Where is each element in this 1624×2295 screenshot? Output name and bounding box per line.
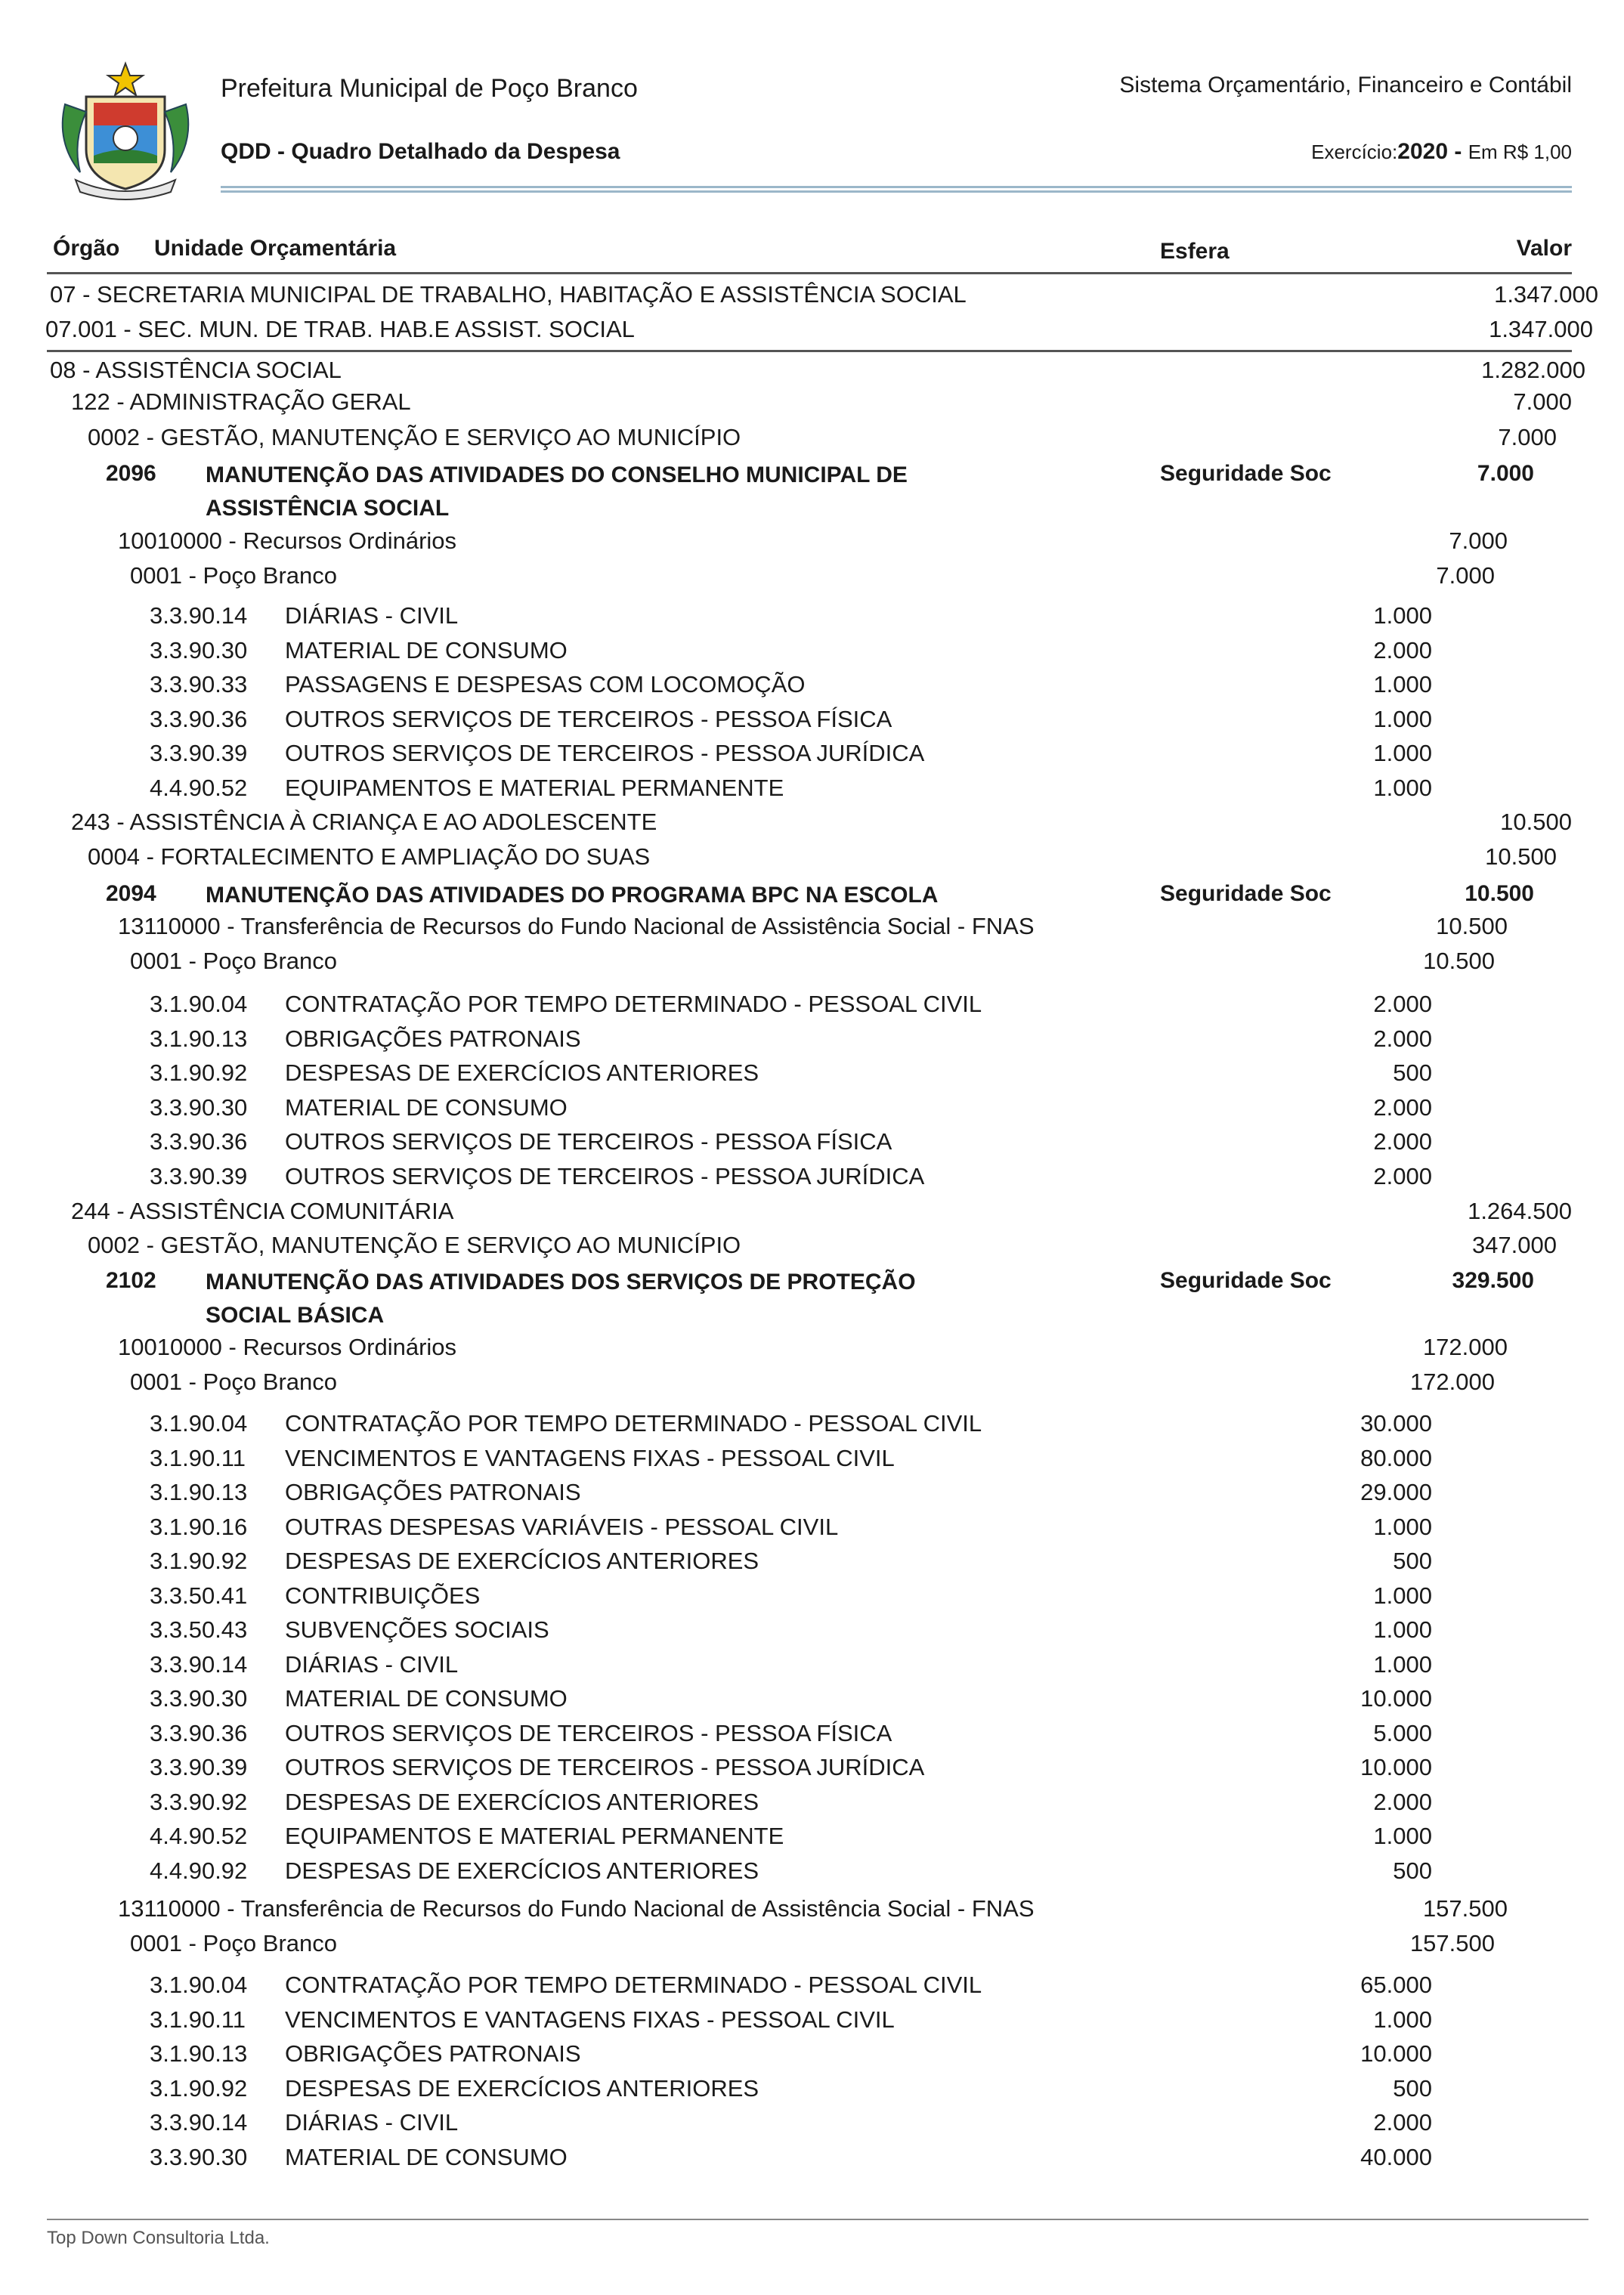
expense-code: 3.3.90.92: [150, 1789, 248, 1815]
exercicio-sep: -: [1448, 139, 1468, 164]
expense-description: MATERIAL DE CONSUMO: [285, 1094, 568, 1121]
expense-description: DESPESAS DE EXERCÍCIOS ANTERIORES: [285, 1548, 759, 1574]
expense-value: 500: [1393, 1548, 1432, 1574]
expense-description: OUTROS SERVIÇOS DE TERCEIROS - PESSOA JURÍDICA: [285, 1754, 925, 1780]
expense-code: 4.4.90.52: [150, 1823, 248, 1849]
expense-code: 3.3.50.43: [150, 1616, 248, 1643]
expense-value: 1.000: [1373, 2006, 1432, 2033]
expense-code: 3.1.90.13: [150, 1479, 248, 1505]
exercicio-label: Exercício:: [1311, 141, 1398, 163]
action-title-cont: SOCIAL BÁSICA: [206, 1303, 385, 1328]
expense-value: 10.000: [1360, 2040, 1432, 2067]
expense-description: CONTRATAÇÃO POR TEMPO DETERMINADO - PESSOAL CIVIL: [285, 1972, 982, 1998]
expense-code: 3.1.90.11: [150, 1445, 246, 1471]
expense-value: 30.000: [1360, 1410, 1432, 1437]
hierarchy-value: 172.000: [1409, 1369, 1495, 1395]
hierarchy-line: 0001 - Poço Branco: [130, 948, 338, 974]
system-name: Sistema Orçamentário, Financeiro e Contábil: [1119, 73, 1572, 97]
expense-value: 2.000: [1373, 2109, 1432, 2136]
expense-code: 3.3.90.36: [150, 706, 248, 732]
expense-code: 3.3.90.39: [150, 1163, 248, 1189]
expense-description: EQUIPAMENTOS E MATERIAL PERMANENTE: [285, 775, 784, 801]
expense-code: 3.1.90.11: [150, 2006, 246, 2033]
expense-description: DESPESAS DE EXERCÍCIOS ANTERIORES: [285, 1857, 759, 1884]
expense-value: 500: [1393, 2075, 1432, 2102]
hierarchy-line: 0001 - Poço Branco: [130, 1930, 338, 1956]
hierarchy-value: 7.000: [1498, 424, 1557, 450]
exercicio-year: 2020: [1397, 139, 1449, 164]
expense-code: 3.1.90.04: [150, 991, 248, 1017]
hierarchy-line: 13110000 - Transferência de Recursos do Fundo Nacional de Assistência Social - FNAS: [118, 1895, 1035, 1922]
expense-code: 4.4.90.52: [150, 775, 248, 801]
expense-description: VENCIMENTOS E VANTAGENS FIXAS - PESSOAL CIVIL: [285, 2006, 895, 2033]
expense-description: OUTROS SERVIÇOS DE TERCEIROS - PESSOA FÍSICA: [285, 706, 892, 732]
expense-description: MATERIAL DE CONSUMO: [285, 2144, 568, 2170]
action-title-cont: ASSISTÊNCIA SOCIAL: [206, 496, 450, 521]
expense-value: 2.000: [1373, 1094, 1432, 1121]
col-orgao: Órgão: [53, 236, 120, 261]
expense-description: EQUIPAMENTOS E MATERIAL PERMANENTE: [285, 1823, 784, 1849]
expense-description: OBRIGAÇÕES PATRONAIS: [285, 2040, 581, 2067]
expense-value: 80.000: [1360, 1445, 1432, 1471]
hierarchy-value: 1.347.000: [1494, 281, 1598, 308]
action-value: 329.500: [1452, 1268, 1534, 1293]
hierarchy-value: 157.500: [1409, 1930, 1495, 1956]
expense-description: DESPESAS DE EXERCÍCIOS ANTERIORES: [285, 1059, 759, 1086]
action-title: MANUTENÇÃO DAS ATIVIDADES DOS SERVIÇOS DE PROTEÇÃO: [206, 1270, 916, 1294]
hierarchy-line: 243 - ASSISTÊNCIA À CRIANÇA E AO ADOLESCENTE: [71, 809, 657, 835]
expense-description: OUTROS SERVIÇOS DE TERCEIROS - PESSOA FÍSICA: [285, 1720, 892, 1746]
expense-code: 3.3.90.30: [150, 1094, 248, 1121]
expense-value: 1.000: [1373, 706, 1432, 732]
expense-value: 1.000: [1373, 602, 1432, 629]
expense-description: DIÁRIAS - CIVIL: [285, 2109, 459, 2136]
expense-description: PASSAGENS E DESPESAS COM LOCOMOÇÃO: [285, 671, 806, 697]
hierarchy-value: 1.282.000: [1481, 357, 1585, 383]
expense-value: 2.000: [1373, 1025, 1432, 1052]
expense-code: 4.4.90.92: [150, 1857, 248, 1884]
expense-value: 1.000: [1373, 1823, 1432, 1849]
expense-description: OBRIGAÇÕES PATRONAIS: [285, 1479, 581, 1505]
expense-value: 5.000: [1373, 1720, 1432, 1746]
hierarchy-line: 10010000 - Recursos Ordinários: [118, 1334, 457, 1360]
expense-description: DESPESAS DE EXERCÍCIOS ANTERIORES: [285, 1789, 759, 1815]
hierarchy-value: 10.500: [1500, 809, 1572, 835]
expense-value: 1.000: [1373, 1616, 1432, 1643]
hierarchy-line: 0001 - Poço Branco: [130, 562, 338, 589]
expense-value: 10.000: [1360, 1685, 1432, 1712]
expense-description: OUTROS SERVIÇOS DE TERCEIROS - PESSOA JURÍDICA: [285, 740, 925, 766]
expense-value: 1.000: [1373, 1651, 1432, 1678]
hierarchy-value: 10.500: [1485, 843, 1557, 870]
col-unidade: Unidade Orçamentária: [154, 236, 397, 261]
hierarchy-value: 347.000: [1471, 1232, 1557, 1258]
action-title: MANUTENÇÃO DAS ATIVIDADES DO PROGRAMA BPC NA ESCOLA: [206, 883, 939, 908]
action-code: 2096: [106, 461, 156, 486]
hierarchy-line: 13110000 - Transferência de Recursos do Fundo Nacional de Assistência Social - FNAS: [118, 913, 1035, 939]
hierarchy-value: 1.264.500: [1468, 1198, 1572, 1224]
action-value: 7.000: [1477, 461, 1534, 486]
expense-value: 1.000: [1373, 671, 1432, 697]
expense-description: CONTRATAÇÃO POR TEMPO DETERMINADO - PESSOAL CIVIL: [285, 991, 982, 1017]
expense-description: VENCIMENTOS E VANTAGENS FIXAS - PESSOAL CIVIL: [285, 1445, 895, 1471]
expense-code: 3.1.90.04: [150, 1972, 248, 1998]
expense-value: 2.000: [1373, 1789, 1432, 1815]
hierarchy-line: 0002 - GESTÃO, MANUTENÇÃO E SERVIÇO AO MUNICÍPIO: [88, 1232, 741, 1258]
expense-value: 2.000: [1373, 1163, 1432, 1189]
hierarchy-line: 0002 - GESTÃO, MANUTENÇÃO E SERVIÇO AO MUNICÍPIO: [88, 424, 741, 450]
expense-value: 500: [1393, 1857, 1432, 1884]
expense-value: 2.000: [1373, 991, 1432, 1017]
footer-company: Top Down Consultoria Ltda.: [47, 2228, 270, 2248]
expense-value: 10.000: [1360, 1754, 1432, 1780]
expense-description: OBRIGAÇÕES PATRONAIS: [285, 1025, 581, 1052]
hierarchy-line: 244 - ASSISTÊNCIA COMUNITÁRIA: [71, 1198, 454, 1224]
hierarchy-value: 172.000: [1422, 1334, 1508, 1360]
expense-code: 3.1.90.92: [150, 1548, 248, 1574]
action-code: 2102: [106, 1268, 156, 1293]
expense-value: 2.000: [1373, 637, 1432, 663]
expense-code: 3.3.90.36: [150, 1128, 248, 1155]
expense-code: 3.1.90.04: [150, 1410, 248, 1437]
hierarchy-line: 10010000 - Recursos Ordinários: [118, 527, 457, 554]
expense-code: 3.3.90.30: [150, 1685, 248, 1712]
expense-description: DIÁRIAS - CIVIL: [285, 602, 459, 629]
hierarchy-line: 0004 - FORTALECIMENTO E AMPLIAÇÃO DO SUAS: [88, 843, 651, 870]
expense-code: 3.1.90.13: [150, 2040, 248, 2067]
hierarchy-value: 1.347.000: [1489, 316, 1593, 342]
expense-description: MATERIAL DE CONSUMO: [285, 637, 568, 663]
expense-description: DESPESAS DE EXERCÍCIOS ANTERIORES: [285, 2075, 759, 2102]
hierarchy-value: 7.000: [1513, 388, 1572, 415]
orgao-divider: [47, 350, 1572, 352]
header-rule-top: [221, 186, 1572, 188]
expense-description: CONTRATAÇÃO POR TEMPO DETERMINADO - PESSOAL CIVIL: [285, 1410, 982, 1437]
expense-description: OUTRAS DESPESAS VARIÁVEIS - PESSOAL CIVIL: [285, 1514, 839, 1540]
expense-code: 3.3.90.39: [150, 740, 248, 766]
expense-code: 3.3.90.39: [150, 1754, 248, 1780]
expense-description: CONTRIBUIÇÕES: [285, 1582, 481, 1609]
expense-code: 3.1.90.16: [150, 1514, 248, 1540]
expense-code: 3.3.50.41: [150, 1582, 248, 1609]
action-esfera: Seguridade Soc: [1160, 1270, 1332, 1292]
expense-code: 3.3.90.14: [150, 1651, 248, 1678]
expense-code: 3.3.90.14: [150, 2109, 248, 2136]
action-code: 2094: [106, 881, 156, 906]
municipal-coat-of-arms-logo: [50, 59, 201, 203]
org-name: Prefeitura Municipal de Poço Branco: [221, 74, 638, 103]
expense-description: DIÁRIAS - CIVIL: [285, 1651, 459, 1678]
footer-divider: [47, 2219, 1588, 2220]
expense-code: 3.3.90.36: [150, 1720, 248, 1746]
expense-description: SUBVENÇÕES SOCIAIS: [285, 1616, 549, 1643]
expense-value: 1.000: [1373, 775, 1432, 801]
expense-value: 1.000: [1373, 1514, 1432, 1540]
exercicio-info: [1311, 141, 1572, 163]
header-rule-bottom: [221, 190, 1572, 193]
expense-description: MATERIAL DE CONSUMO: [285, 1685, 568, 1712]
action-value: 10.500: [1465, 881, 1534, 906]
expense-description: OUTROS SERVIÇOS DE TERCEIROS - PESSOA FÍSICA: [285, 1128, 892, 1155]
hierarchy-line: 122 - ADMINISTRAÇÃO GERAL: [71, 388, 411, 415]
expense-description: OUTROS SERVIÇOS DE TERCEIROS - PESSOA JURÍDICA: [285, 1163, 925, 1189]
expense-code: 3.1.90.13: [150, 1025, 248, 1052]
col-valor: Valor: [1516, 236, 1572, 261]
expense-value: 1.000: [1373, 740, 1432, 766]
column-header-divider: [47, 272, 1572, 274]
hierarchy-line: 07 - SECRETARIA MUNICIPAL DE TRABALHO, HABITAÇÃO E ASSISTÊNCIA SOCIAL: [50, 281, 967, 308]
hierarchy-line: 08 - ASSISTÊNCIA SOCIAL: [50, 357, 342, 383]
hierarchy-line: 07.001 - SEC. MUN. DE TRAB. HAB.E ASSIST. SOCIAL: [45, 316, 635, 342]
action-esfera: Seguridade Soc: [1160, 883, 1332, 905]
expense-code: 3.3.90.14: [150, 602, 248, 629]
hierarchy-value: 7.000: [1449, 527, 1508, 554]
expense-value: 500: [1393, 1059, 1432, 1086]
expense-code: 3.3.90.30: [150, 2144, 248, 2170]
action-title: MANUTENÇÃO DAS ATIVIDADES DO CONSELHO MUNICIPAL DE: [206, 462, 908, 487]
report-title: QDD - Quadro Detalhado da Despesa: [221, 139, 620, 164]
expense-value: 40.000: [1360, 2144, 1432, 2170]
expense-value: 2.000: [1373, 1128, 1432, 1155]
hierarchy-line: 0001 - Poço Branco: [130, 1369, 338, 1395]
expense-code: 3.1.90.92: [150, 2075, 248, 2102]
hierarchy-value: 10.500: [1436, 913, 1508, 939]
expense-value: 1.000: [1373, 1582, 1432, 1609]
currency-label: Em R$ 1,00: [1468, 141, 1572, 163]
hierarchy-value: 157.500: [1422, 1895, 1508, 1922]
expense-code: 3.3.90.30: [150, 637, 248, 663]
hierarchy-value: 7.000: [1436, 562, 1495, 589]
action-esfera: Seguridade Soc: [1160, 462, 1332, 485]
expense-code: 3.3.90.33: [150, 671, 248, 697]
hierarchy-value: 10.500: [1423, 948, 1495, 974]
expense-value: 29.000: [1360, 1479, 1432, 1505]
expense-value: 65.000: [1360, 1972, 1432, 1998]
col-esfera: Esfera: [1160, 239, 1230, 264]
expense-code: 3.1.90.92: [150, 1059, 248, 1086]
